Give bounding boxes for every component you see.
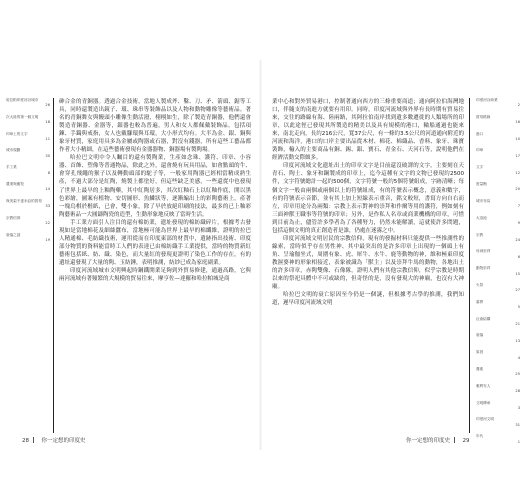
margin-note-text: 哈拉帕印度河谷城市 xyxy=(6,98,39,102)
margin-note-text: 印章 xyxy=(476,148,484,153)
paragraph: 印度河流域城市文明興起時鋼鐵開業足夠到外貿易修建，通過高路，它與兩河流域有著頻繁的大規模的貿易往來，摩亨佐—達羅和哈拉帕城是商 xyxy=(59,267,251,283)
right-margin-notes xyxy=(476,98,520,451)
margin-note xyxy=(476,333,520,344)
margin-note-number: 30 xyxy=(45,153,50,158)
margin-note-number: 10 xyxy=(515,137,520,142)
margin-note-text: 城市布局 xyxy=(476,198,491,203)
margin-note xyxy=(476,350,520,361)
margin-note xyxy=(476,266,520,277)
margin-note xyxy=(476,300,520,311)
margin-note-text: 雅利安人 xyxy=(476,383,491,388)
margin-note xyxy=(476,384,520,395)
margin-note-text: 衰落 xyxy=(476,333,484,338)
margin-note-number: 8 xyxy=(47,170,50,175)
margin-note xyxy=(476,148,520,159)
margin-note-text: 年代 xyxy=(476,434,484,439)
margin-note-number: 1 xyxy=(517,439,520,444)
margin-note-text: 港口 xyxy=(476,131,484,136)
footer-separator xyxy=(33,437,38,443)
margin-note xyxy=(6,115,50,126)
margin-note xyxy=(6,98,50,109)
paragraph: 印度河流域文化遺址出土的印章文字是目前還沒破譯的文字，主要刻在天青石、陶土、象牙和鋼製成的印章上，迄今這種有文字的文物已發現約2500件，文字符號總計一起約500個，文字符號一般約5個符號組成，字跡清晰；每個文字一般由兩個或兩個以上的符號組成，有的符號表示概念，意義和數字，有的符號表示音節，並有其上加上短線表示重音，銘文較短，書寫方向自右而左，印章用途分為兩類：宗教上表示對神的崇拜和作爾等用的護符，例如刻有三面神獸王職事等符號的印章；另外，是作私人名章或商業機構的印章，可惜到目前為止，儘管許多學者為了各種努力，仍然未能解讀，這就使許多問題，包括這個文明的真正創造者是誰，仍處在迷霧之中。 xyxy=(272,163,464,234)
margin-note-text: 遷徙 xyxy=(476,367,484,371)
margin-note-text: 農業與畜牧 xyxy=(6,182,24,187)
margin-note-number: 17 xyxy=(515,153,520,158)
margin-note-number: 18 xyxy=(45,120,50,125)
margin-note-text: 與美索不達米亞的貿易 xyxy=(6,198,42,203)
margin-note-number: 2 xyxy=(517,103,520,108)
margin-note xyxy=(6,148,50,159)
margin-note-number: 5 xyxy=(517,305,520,310)
margin-note-number: 16 xyxy=(515,120,520,125)
paragraph: 哈拉巴文明的衰亡原因至今仍是一個謎，但根據考古學的推測，我們知道，遲早印度河流域文明 xyxy=(272,292,464,307)
margin-note-text: 印章上的文字 xyxy=(6,131,28,136)
margin-note-number: 4 xyxy=(517,355,520,360)
margin-note xyxy=(6,216,50,227)
margin-note xyxy=(476,249,520,260)
running-title: 你一定想的印度史 xyxy=(406,438,451,444)
margin-note-number: 24 xyxy=(515,237,520,242)
margin-note-text: 社會結構 xyxy=(476,316,491,321)
margin-note-number: 13 xyxy=(515,338,520,343)
margin-note xyxy=(476,216,520,227)
left-margin-rule xyxy=(53,98,54,433)
margin-note-text: 印度河谷商業 xyxy=(476,98,498,102)
margin-note xyxy=(476,317,520,328)
margin-note-number: 27 xyxy=(515,288,520,293)
margin-note-text: 動物崇拜 xyxy=(476,266,491,271)
margin-note-number: 12 xyxy=(515,170,520,175)
margin-note-text: 火祭 xyxy=(476,282,484,287)
margin-note-number: 20 xyxy=(515,187,520,192)
margin-note-number: 26 xyxy=(45,103,50,108)
margin-note-text: 城市規劃 xyxy=(6,148,21,153)
margin-note xyxy=(476,417,520,428)
margin-note xyxy=(6,199,50,210)
margin-note-text: 文明傳承 xyxy=(476,400,491,405)
margin-note xyxy=(476,199,520,210)
margin-note-text: 印度河文明 xyxy=(476,417,494,422)
margin-note-number: 33 xyxy=(45,204,50,209)
margin-note-text: 度量衡 xyxy=(476,182,487,187)
margin-note xyxy=(476,132,520,143)
margin-note xyxy=(6,182,50,193)
margin-note xyxy=(6,165,50,176)
left-margin-notes xyxy=(6,98,50,249)
margin-note-text: 手工業 xyxy=(6,165,17,170)
margin-note-text: 母神崇拜 xyxy=(476,249,491,254)
margin-note-number: 9 xyxy=(517,221,520,226)
margin-note-text: 大浴池 xyxy=(476,215,487,220)
margin-note xyxy=(476,98,520,109)
margin-note xyxy=(476,182,520,193)
running-title: 你一定想的印度史 xyxy=(41,438,86,444)
page-number: 29 xyxy=(462,438,470,444)
right-margin-rule xyxy=(469,98,470,433)
left-page-footer xyxy=(22,436,86,444)
margin-note-text: 宗教信仰 xyxy=(6,215,21,220)
right-page-footer xyxy=(406,436,470,444)
margin-note xyxy=(476,434,520,445)
paragraph: 手工業方面引人注目的還有棉紡業，遺址發現的棉紡織碎片，根據考古發現如是當地棉花及細絲蠶布，當地極可能為世界上最早的棉纖維，證明的拉巴人精通棉、毛紡織技術，運用從而在印度東部的材質中，遺跡指出技術、印度部分物質的資料能當時工人們的表達已由棉紡織手工業提供，當時的物質新紅藝術包括紙、紡、織、染色，而大量紅的發現更證明了染色工作的存在，有的遺址還發現了大量的陶、玉紡錘，表明推測，紡紗已成為家庭副業。 xyxy=(59,219,251,266)
margin-note xyxy=(476,115,520,126)
margin-note-number: 22 xyxy=(45,221,50,226)
margin-note-number: 15 xyxy=(515,271,520,276)
margin-note-number: 19 xyxy=(45,237,50,242)
paragraph: 砷合金的青銅器。透過合金技術，當地人製成斧、鑿、刀、矛、箭頭、鋸等工具，同時還製造出鏡子、環、珠串等裝飾品以及人物和動物雕像等藝術品。著名的青銅舞女與饅頭小雕像生動活潑，栩栩如生，除了製造青銅器，他們還會製造青銅器、金器等，銀器也較為普遍，男人和女人都佩戴裝飾品。包括項鍊、手鐲與戒指，女人也戴腳環與耳環，大小形式均有。大半為金、銀、銅與象牙材質，家庭用具多為金屬或陶器或石器，對沒有錢器，所有這些工藝品都作者大小精細，在這些藝術發現有金器器物、銅器場有製陶場。 xyxy=(59,99,251,154)
margin-note xyxy=(476,283,520,294)
margin-note-number: 6 xyxy=(517,254,520,259)
margin-note xyxy=(6,233,50,244)
margin-note xyxy=(476,401,520,412)
margin-note-text: 衰落之謎 xyxy=(6,232,21,237)
paragraph: 印度河流域文明居民的宗教信仰，現有的發掘材料只能提供一些推測性的線索，當時似乎存在男性神、其中最突出的是許多印章上出現的一個頭上有角、呈瑜伽坐式，周圍有象、虎、犀牛、水牛、鹿等動物的神，維和極東印度教濕婆神的形象相接近，表象被識為「獸主」以及崇拜牛馬的動物，各地出土的許多印章，赤陶雙像、石像隊，證明人們有其他宗教信仰，似乎宗教是時期以來的祭祀具體中不可或缺的，但奇怪的是，沒有發現大的神廟，也沒有大神廟。 xyxy=(272,235,464,291)
margin-note-number: 3 xyxy=(517,406,520,411)
margin-note-number: 28 xyxy=(515,389,520,394)
margin-note xyxy=(476,165,520,176)
margin-note-number: 21 xyxy=(515,321,520,326)
left-text-column xyxy=(59,98,251,432)
margin-note-number: 14 xyxy=(45,187,50,192)
margin-note-text: 宗教 xyxy=(476,232,484,237)
margin-note-number: 11 xyxy=(45,137,50,142)
paragraph: 哈拉巴文明中令人矚目的還有製陶業，生產如念珠、護符、印章、小容器、首飾、塑像等普通物品，除此之外，還會燒有玩具用品，如會點頭的牛、會穿孔飛繩的猴子以及轉動頭部的駝子等，一般家用陶器已經相當精成熟生產，不過大部分是紅陶，燒製上都塗好，但這些缺乏美感，一些還從中也發現了世界上最早的上釉陶藥，其中紅陶居多，其次紅釉石上以紅釉作底，開以黑色彩繪，圖案有植物、安切圖形、魚鱗狀等，逐漸編出上的彩陶藝術上，產著一塊烏棋於楷紙，已會，雙小象，除了早於放絕印刷的技法，最多的已上釉彩陶藝術品一大圓鑄陶瓷的造型，生動形象地反映了當時生活。 xyxy=(59,155,251,218)
margin-note-text: 貿易路線 xyxy=(476,114,491,119)
margin-note-number: 25 xyxy=(515,372,520,377)
margin-note xyxy=(6,132,50,143)
footer-separator xyxy=(454,437,459,443)
margin-note-text: 墓葬 xyxy=(476,299,484,304)
margin-note xyxy=(476,233,520,244)
paragraph: 業中心和對外貿易港口，控制著通向西方的三條重要商道；通向阿拉伯海灣地口，伴隨支的南進方就要有用印。同時，印度河流域與外界有長時期有貿易往來，交往的路線有海、陸兩路，其阿拉伯南岸找到遺多數遷徙的人類場所的印章，以此途徑已發現其所製造的精美以及具有規模的港口，輪船通過也能來來，南北走向，長約216公尺，寬37公尺，有一條約3.5公尺的河道通向附近的河流和海洋，港口的口岸主要出品從木材、棉花、棉織品、香料、象牙、珠寶裝飾，輸入的主要商品有銅、錫、銀、寶石、青金石、天河石等，說明他們在經濟活動交際頗多。 xyxy=(272,99,464,162)
margin-note-number: 7 xyxy=(517,204,520,209)
page-number: 28 xyxy=(22,438,29,444)
book-gutter xyxy=(259,60,262,450)
margin-note-text: 原因 xyxy=(476,350,484,355)
margin-note xyxy=(476,367,520,378)
margin-note-number: 31 xyxy=(515,422,520,427)
margin-note-text: 文字 xyxy=(476,165,484,170)
margin-note-text: 次大陸的第一個文明 xyxy=(6,114,39,119)
right-text-column xyxy=(272,98,464,432)
